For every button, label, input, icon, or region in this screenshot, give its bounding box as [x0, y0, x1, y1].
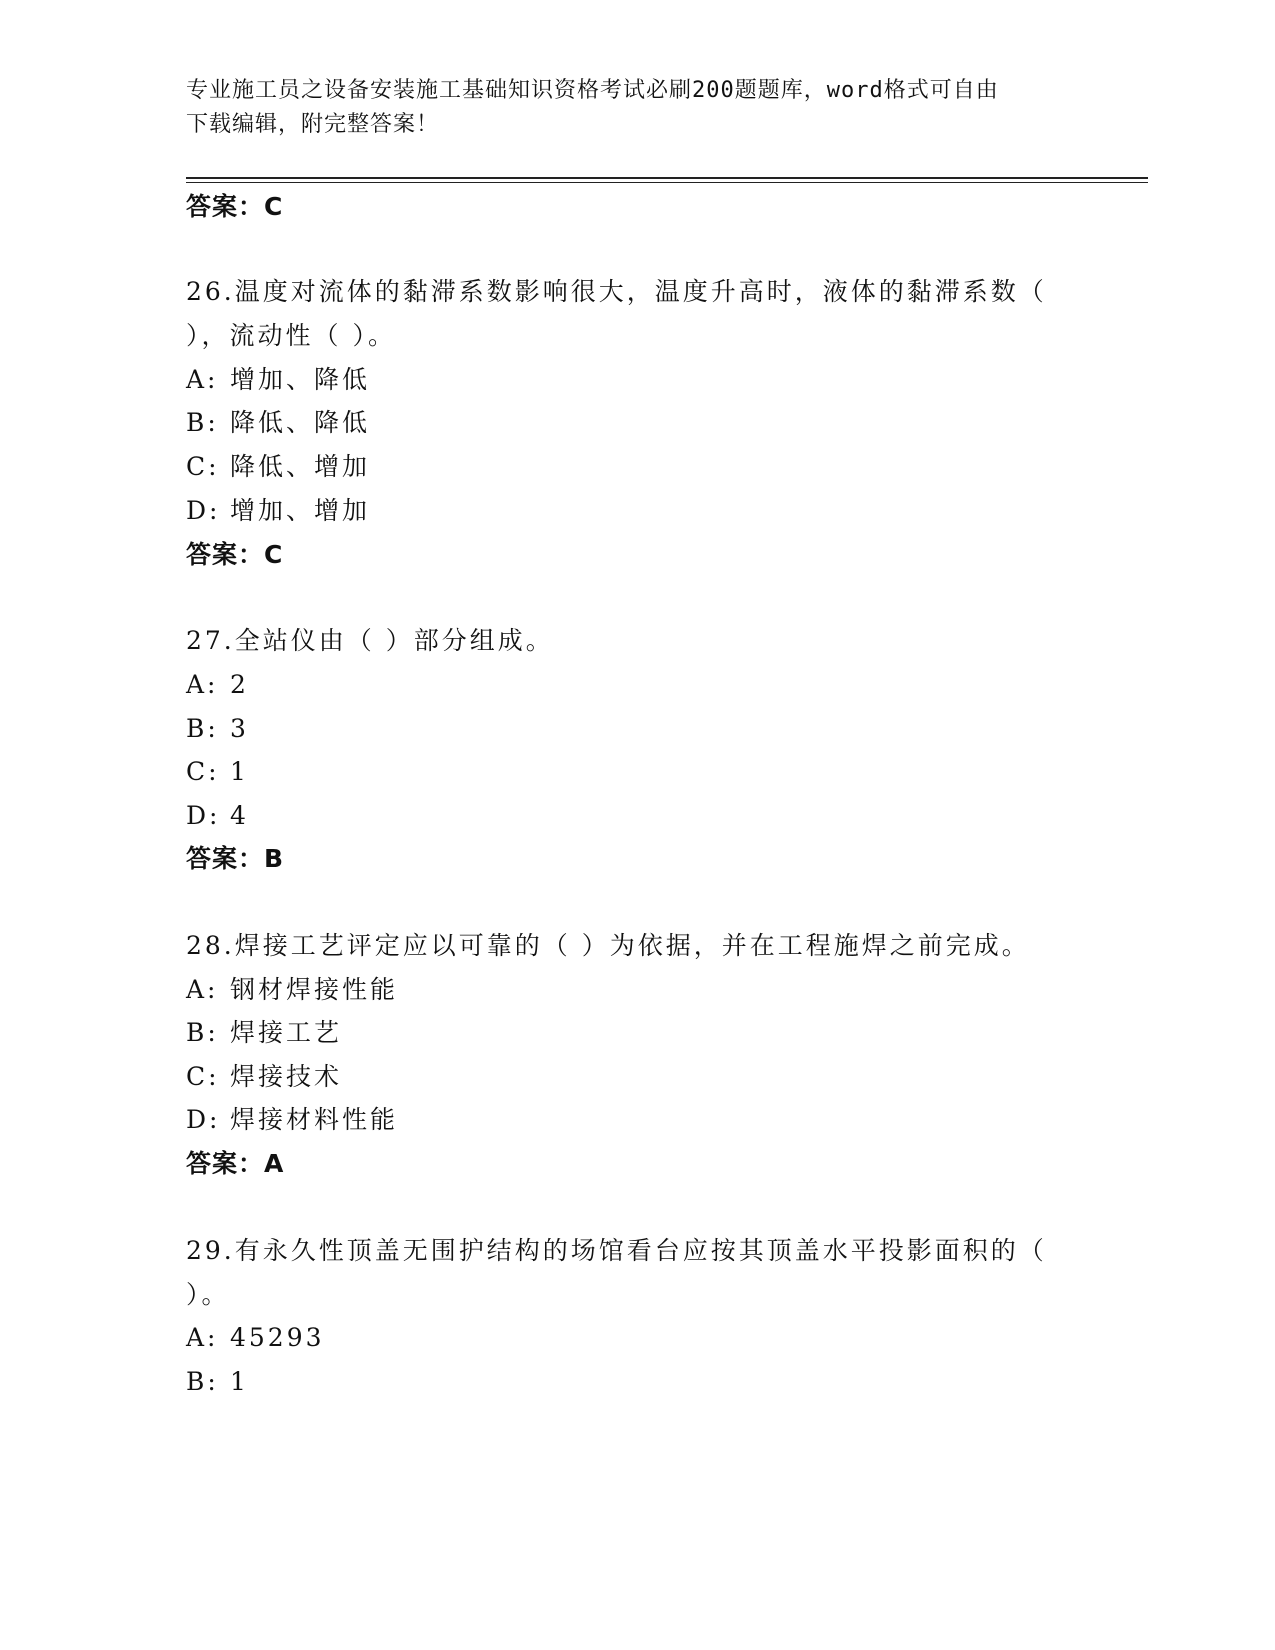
- option-key: A:: [186, 670, 219, 699]
- header-divider-thick: [186, 177, 1148, 179]
- option-key: A:: [186, 365, 219, 394]
- option-key: C:: [186, 757, 220, 786]
- option-key: D:: [186, 801, 221, 830]
- option-key: A:: [186, 1323, 219, 1352]
- option-text: 3: [230, 714, 249, 743]
- option-text: 1: [230, 757, 249, 786]
- option-text: 1: [230, 1367, 249, 1396]
- question-26-option-b: [186, 406, 370, 440]
- question-29-text-line-1: 29.有永久性顶盖无围护结构的场馆看台应按其顶盖水平投影面积的（: [186, 1236, 1047, 1265]
- option-key: B:: [186, 1367, 219, 1396]
- header-line-1: 专业施工员之设备安装施工基础知识资格考试必刷200题题库，word格式可自由: [186, 78, 999, 103]
- question-28-text: 28.焊接工艺评定应以可靠的（ ）为依据，并在工程施焊之前完成。: [186, 931, 1030, 960]
- question-27-option-a: [186, 668, 249, 702]
- question-28-option-b: [186, 1016, 342, 1050]
- option-text: 增加、增加: [230, 496, 371, 525]
- option-text: 焊接工艺: [230, 1018, 343, 1047]
- option-key: D:: [186, 1105, 221, 1134]
- question-26-option-a: [186, 363, 370, 397]
- question-27-text: 27.全站仪由（ ）部分组成。: [186, 626, 554, 655]
- option-key: B:: [186, 1018, 219, 1047]
- question-29-option-a: [186, 1321, 325, 1355]
- question-26-option-d: [186, 494, 370, 528]
- question-29-option-b: [186, 1365, 249, 1399]
- question-27-option-d: [186, 799, 249, 833]
- option-key: B:: [186, 714, 219, 743]
- option-key: A:: [186, 975, 219, 1004]
- header-divider-thin: [186, 182, 1148, 183]
- option-text: 4: [230, 801, 249, 830]
- option-text: 降低、增加: [230, 452, 371, 481]
- option-key: D:: [186, 496, 221, 525]
- question-28-option-c: [186, 1060, 342, 1094]
- document-header: [186, 74, 1086, 142]
- option-text: 45293: [230, 1323, 325, 1352]
- answer-previous: 答案：C: [186, 192, 284, 221]
- option-key: B:: [186, 408, 219, 437]
- option-key: C:: [186, 1062, 220, 1091]
- option-key: C:: [186, 452, 220, 481]
- question-26-text-line-1: 26.温度对流体的黏滞系数影响很大，温度升高时，液体的黏滞系数（: [186, 277, 1047, 306]
- question-26-option-c: [186, 450, 370, 484]
- question-27-answer: 答案：B: [186, 844, 285, 873]
- question-27-option-b: [186, 712, 249, 746]
- option-text: 降低、降低: [230, 408, 371, 437]
- option-text: 钢材焊接性能: [230, 975, 399, 1004]
- option-text: 2: [230, 670, 249, 699]
- question-28-answer: 答案：A: [186, 1149, 285, 1178]
- option-text: 焊接材料性能: [230, 1105, 399, 1134]
- question-26-answer: 答案：C: [186, 540, 284, 569]
- option-text: 增加、降低: [230, 365, 371, 394]
- question-26-text-line-2: ），流动性（ ）。: [186, 321, 396, 350]
- question-28-option-a: [186, 973, 398, 1007]
- option-text: 焊接技术: [230, 1062, 343, 1091]
- header-line-2: 下载编辑，附完整答案！: [186, 112, 440, 137]
- question-29-text-line-2: ）。: [186, 1280, 230, 1309]
- question-27-option-c: [186, 755, 249, 789]
- question-28-option-d: [186, 1103, 398, 1137]
